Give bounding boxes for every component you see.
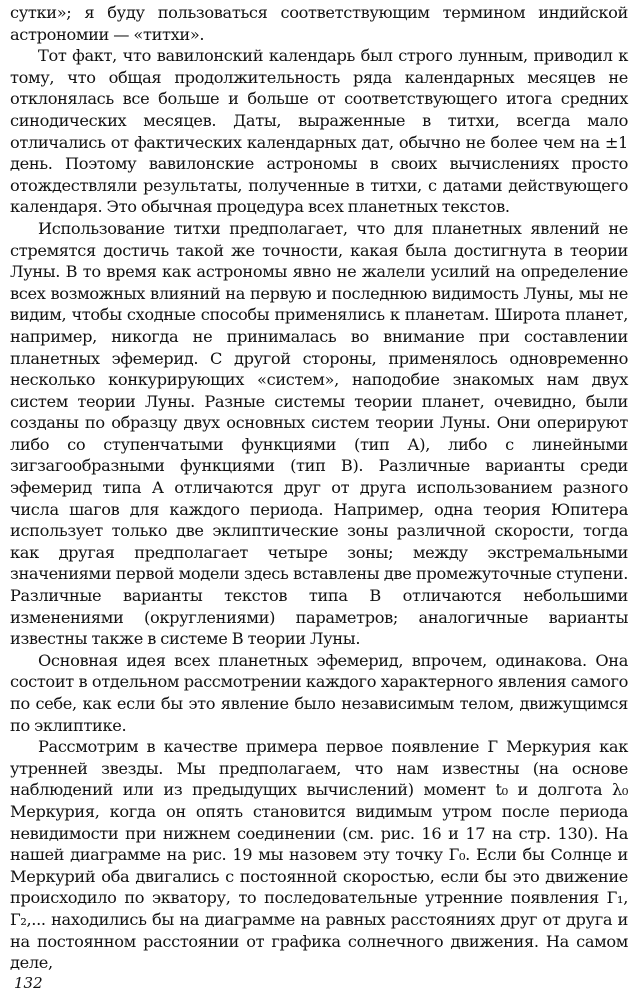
document-page [10, 2, 628, 974]
paragraph-5: Рассмотрим в качестве примера первое появление Г Меркурия как утренней звезды. Мы предполагаем, что нам известны (на основе наблюдений или из предыдущих вычислений) момент t₀ и долгота λ₀ Меркурия, когда он опять становится видимым утром после периода невидимости при нижнем соединении (см. рис. 16 и 17 на стр. 130). На нашей диаграмме на рис. 19 мы назовем эту точку Г₀. Если бы Солнце и Меркурий оба двигались с постоянной скоростью, если бы это движение происходило по экватору, то последовательные утренние появления Г₁, Г₂,... находились бы на диаграмме на равных расстояниях друг от друга и на постоянном расстоянии от графика солнечного движения. На самом деле, [10, 737, 628, 973]
paragraph-2: Тот факт, что вавилонский календарь был строго лунным, приводил к тому, что общая продолжительность ряда календарных месяцев не отклонялась все больше и больше от соответствующего итога средних синодических месяцев. Даты, выраженные в титхи, всегда мало отличались от фактических календарных дат, обычно не более чем на ±1 день. Поэтому вавилонские астрономы в своих вычислениях просто отождествляли результаты, полученные в титхи, с датами действующего календаря. Это обычная процедура всех планетных текстов. [10, 46, 628, 217]
paragraph-1: сутки»; я буду пользоваться соответствующим термином индийской астрономии — «титхи». [10, 3, 628, 44]
paragraph-4: Основная идея всех планетных эфемерид, впрочем, одинакова. Она состоит в отдельном рассмотрении каждого характерного явления самого по себе, как если бы это явление было независимым телом, движущимся по эклиптике. [10, 650, 628, 735]
paragraph-3: Использование титхи предполагает, что для планетных явлений не стремятся достичь такой же точности, какая была достигнута в теории Луны. В то время как астрономы явно не жалели усилий на определение всех возможных влияний на первую и последнюю видимость Луны, мы не видим, чтобы сходные способы применялись к планетам. Широта планет, например, никогда не принималась во внимание при составлении планетных эфемерид. С другой стороны, применялось одновременно несколько конкурирующих «систем», наподобие знакомых нам двух систем теории Луны. Разные системы теории планет, очевидно, были созданы по образцу двух основных систем теории Луны. Они оперируют либо со ступенчатыми функциями (тип А), либо с линейными зигзагообразными функциями (тип В). Различные варианты среди эфемерид типа А отличаются друг от друга использованием разного числа шагов для каждого периода. Например, одна теория Юпитера использует только две эклиптические зоны различной скорости, тогда как другая предполагает четыре зоны; между экстремальными значениями первой модели здесь вставлены две промежуточные ступени. Различные варианты текстов типа В отличаются небольшими изменениями (округлениями) параметров; аналогичные варианты известны также в системе В теории Луны. [10, 218, 628, 649]
page-number: 132 [14, 974, 43, 992]
